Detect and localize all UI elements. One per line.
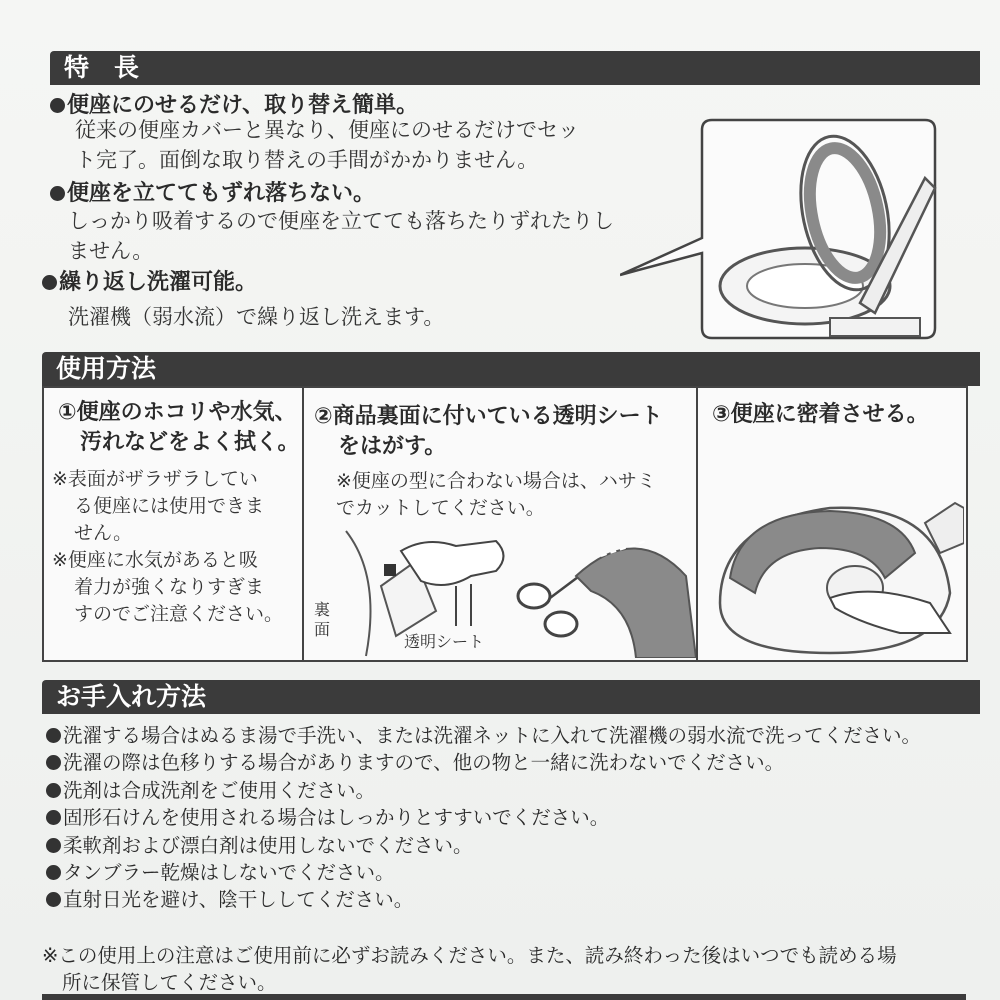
- bullet-icon: [50, 186, 65, 201]
- bullet-icon: [46, 755, 61, 770]
- panel-divider: [302, 388, 304, 660]
- panel-divider: [696, 388, 698, 660]
- step-1-title: ①便座のホコリや水気、 汚れなどをよく拭く。: [58, 400, 300, 455]
- feature-2-title: 便座を立ててもずれ落ちない。: [50, 176, 375, 207]
- feature-1-title: 便座にのせるだけ、取り替え簡単。: [50, 88, 418, 119]
- bullet-icon: [46, 810, 61, 825]
- step-3-title: ③便座に密着させる。: [712, 402, 929, 427]
- feature-2-text: しっかり吸着するので便座を立てても落ちたりずれたりし ません。: [68, 209, 614, 263]
- step-1-note: ※表面がザラザラしてい る便座には使用できま せん。 ※便座に水気があると吸 着力が強くなりすぎま すのでご注意ください。: [52, 468, 284, 625]
- list-item: 固形石けんを使用される場合はしっかりとすすいでください。: [46, 804, 921, 831]
- feature-3-title: 繰り返し洗濯可能。: [42, 265, 257, 296]
- list-item: 洗剤は合成洗剤をご使用ください。: [46, 777, 921, 804]
- footer-note: ※この使用上の注意はご使用前に必ずお読みください。また、読み終わった後はいつでも読める場 所に保管してください。: [42, 944, 897, 994]
- features-header: 特 長: [50, 51, 980, 85]
- step-2-title: ②商品裏面に付いている透明シート をはがす。: [314, 404, 663, 459]
- list-item: 直射日光を避け、陰干ししてください。: [46, 886, 921, 913]
- toilet-seat-illustration: [620, 118, 940, 343]
- list-item: 洗濯の際は色移りする場合がありますので、他の物と一緒に洗わないでください。: [46, 749, 921, 776]
- bullet-icon: [46, 838, 61, 853]
- bullet-icon: [46, 728, 61, 743]
- list-item: タンブラー乾燥はしないでください。: [46, 859, 921, 886]
- bullet-icon: [42, 275, 57, 290]
- usage-steps-box: [42, 386, 968, 662]
- label-clear-sheet: 透明シート: [404, 632, 485, 651]
- care-list: [46, 722, 921, 914]
- usage-header: 使用方法: [42, 352, 980, 386]
- care-header: お手入れ方法: [42, 680, 980, 714]
- feature-3-text: 洗濯機（弱水流）で繰り返し洗えます。: [68, 305, 445, 329]
- next-section-header-edge: [42, 994, 966, 1000]
- peel-sheet-illustration: [306, 516, 696, 658]
- list-item: 柔軟剤および漂白剤は使用しないでください。: [46, 832, 921, 859]
- bullet-icon: [46, 892, 61, 907]
- bullet-icon: [46, 865, 61, 880]
- feature-1-text: 従来の便座カバーと異なり、便座にのせるだけでセッ ト完了。面倒な取り替えの手間がかかりません。: [75, 118, 579, 172]
- list-item: 洗濯する場合はぬるま湯で手洗い、または洗濯ネットに入れて洗濯機の弱水流で洗ってください。: [46, 722, 921, 749]
- step-2-note: ※便座の型に合わない場合は、ハサミ でカットしてください。: [336, 470, 656, 519]
- label-back-side: 裏 面: [314, 600, 331, 639]
- bullet-icon: [50, 98, 65, 113]
- attach-cover-illustration: [700, 483, 964, 658]
- bullet-icon: [46, 783, 61, 798]
